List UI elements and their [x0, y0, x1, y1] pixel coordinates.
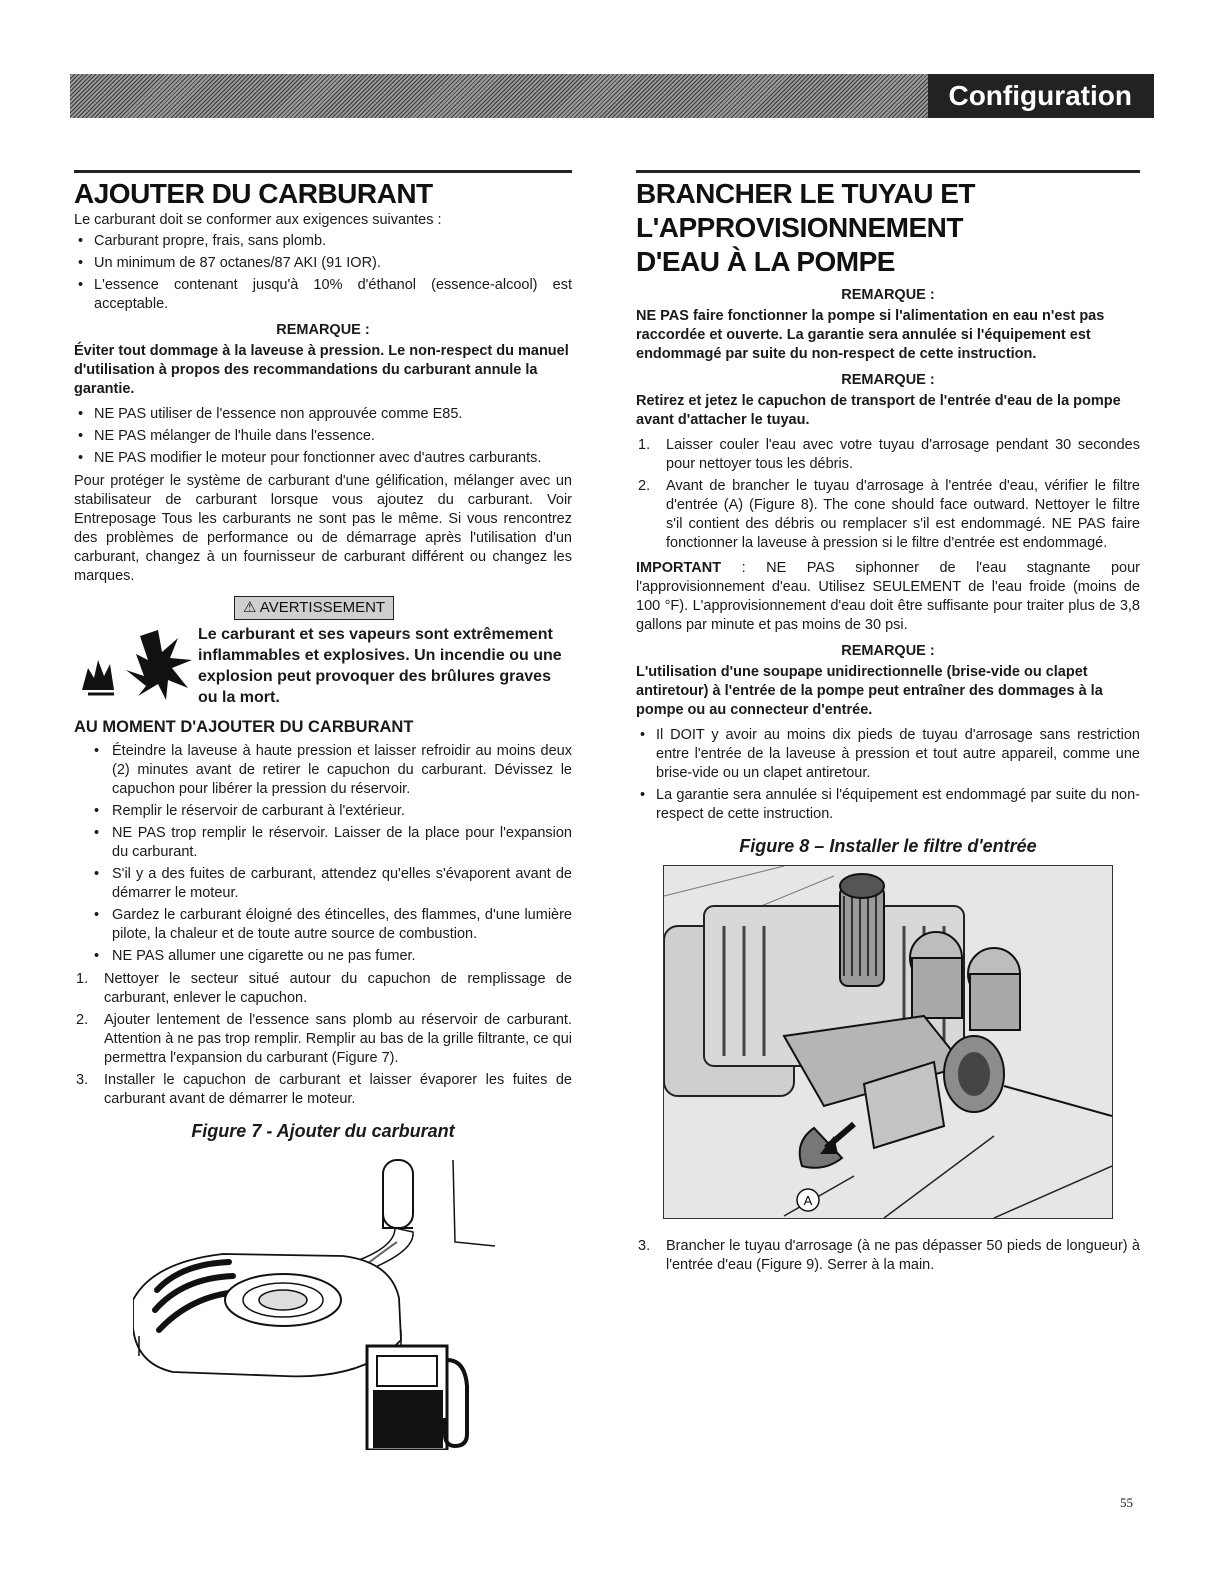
figure-8-caption: Figure 8 – Installer le filtre d'entrée: [739, 836, 1037, 856]
note-text: NE PAS faire fonctionner la pompe si l'alimentation en eau n'est pas raccordée et ouverte. La garantie sera annulée si l'équipement est endommagé par suite du non-respect de cette instruction.: [636, 308, 1105, 362]
fuel-paragraph: Pour protéger le système de carburant d'une gélification, mélanger avec un stabilisateur de carburant lorsque vous ajoutez du carburant. Voir Entreposage Tous les carburants ne sont pas le même. Si vous rencontrez des problèmes de performance ou de démarrage après l'utilisation d'un carburant, changez à un fournisseur de carburant différent ou changez les marques.: [74, 473, 572, 584]
section-title: Configuration: [928, 74, 1154, 118]
list-item: • L'essence contenant jusqu'à 10% d'éthanol (essence-alcool) est acceptable.: [74, 276, 572, 314]
warning-label: AVERTISSEMENT: [259, 599, 386, 616]
hose-title-line-1: BRANCHER LE TUYAU ET L'APPROVISIONNEMENT: [636, 178, 975, 243]
note-heading: REMARQUE :: [276, 322, 370, 338]
hose-title-line-2: D'EAU À LA POMPE: [636, 246, 895, 277]
note-heading: REMARQUE :: [841, 643, 935, 659]
warning-triangle-icon: ⚠: [243, 599, 257, 616]
step-item: 1. Laisser couler l'eau avec votre tuyau d'arrosage pendant 30 secondes pour nettoyer tous les débris.: [638, 437, 1140, 472]
fire-explosion-icon: [74, 624, 198, 704]
subsection-title: AU MOMENT D'AJOUTER DU CARBURANT: [74, 718, 414, 736]
step-item: 3. Brancher le tuyau d'arrosage (à ne pas dépasser 50 pieds de longueur) à l'entrée d'eau (Figure 9). Serrer à la main.: [638, 1238, 1140, 1273]
list-item: • Carburant propre, frais, sans plomb.: [74, 232, 572, 251]
note-text: Éviter tout dommage à la laveuse à pression. Le non-respect du manuel d'utilisation à propos des recommandations du carburant annule la garantie.: [74, 343, 569, 397]
inlet-filter-illustration: [663, 865, 1113, 1219]
list-item: • NE PAS utiliser de l'essence non approuvée comme E85.: [74, 405, 572, 424]
refuel-precautions: [74, 742, 572, 966]
warning-text: Le carburant et ses vapeurs sont extrêmement inflammables et explosives. Un incendie ou une explosion peut provoquer des brûlures graves ou la mort.: [198, 626, 562, 706]
list-item: • S'il y a des fuites de carburant, attendez qu'elles s'évaporent avant de démarrer le moteur.: [74, 865, 572, 903]
step-item: 1. Nettoyer le secteur situé autour du capuchon de remplissage de carburant, enlever le capuchon.: [76, 971, 572, 1006]
header-bar: [70, 74, 1154, 118]
list-item: • Remplir le réservoir de carburant à l'extérieur.: [74, 802, 572, 821]
hose-bullets: [636, 726, 1140, 824]
note-text: Retirez et jetez le capuchon de transport de l'entrée d'eau de la pompe avant d'attacher le tuyau.: [636, 393, 1121, 428]
refuel-illustration: [133, 1150, 513, 1450]
hose-steps: [636, 436, 1140, 553]
step-item: 3. Installer le capuchon de carburant et laisser évaporer les fuites de carburant avant de démarrer le moteur.: [76, 1072, 572, 1107]
list-item: • Éteindre la laveuse à haute pression et laisser refroidir au moins deux (2) minutes avant de retirer le capuchon du carburant. Dévissez le capuchon pour libérer la pression du réservoir.: [74, 742, 572, 799]
figure-callout-a: A: [803, 1193, 813, 1208]
list-item: • Il DOIT y avoir au moins dix pieds de tuyau d'arrosage sans restriction entre l'entrée de la laveuse à pression et tout autre appareil, comme une brise-vide ou un clapet antiretour.: [636, 726, 1140, 783]
left-column: [74, 170, 572, 1450]
list-item: • Un minimum de 87 octanes/87 AKI (91 IOR).: [74, 254, 572, 273]
warning-block: [74, 624, 572, 708]
list-item: • NE PAS trop remplir le réservoir. Laisser de la place pour l'expansion du carburant.: [74, 824, 572, 862]
list-item: • Gardez le carburant éloigné des étincelles, des flammes, d'une lumière pilote, la chaleur et de toute autre source de combustion.: [74, 906, 572, 944]
page-number: 55: [1120, 1495, 1133, 1510]
list-item: • NE PAS modifier le moteur pour fonctionner avec d'autres carburants.: [74, 449, 572, 468]
hose-step-3: [636, 1237, 1140, 1275]
note-heading: REMARQUE :: [841, 372, 935, 388]
fuel-intro: Le carburant doit se conformer aux exigences suivantes :: [74, 212, 442, 228]
add-fuel-title: AJOUTER DU CARBURANT: [74, 178, 433, 209]
important-label: IMPORTANT: [636, 560, 722, 576]
fuel-requirements: [74, 232, 572, 314]
note-text: L'utilisation d'une soupape unidirectionnelle (brise-vide ou clapet antiretour) à l'entrée de la pompe peut entraîner des dommages à la pompe ou au connecteur d'entrée.: [636, 664, 1103, 718]
section-rule: [636, 170, 1140, 173]
section-rule: [74, 170, 572, 173]
warning-badge: [234, 596, 394, 620]
right-column: [636, 170, 1140, 1278]
important-paragraph: IMPORTANT : NE PAS siphonner de l'eau stagnante pour l'approvisionnement d'eau. Utilisez SEULEMENT de l'eau froide (moins de 100 °F). L'approvisionnement d'eau doit être suffisante pour traiter plus de 3,8 gallons par minute et pas moins de 30 psi.: [636, 560, 1140, 633]
step-item: 2. Avant de brancher le tuyau d'arrosage à l'entrée d'eau, vérifier le filtre d'entrée (A) (Figure 8). The cone should face outward. Nettoyer le filtre s'il contient des débris ou remplacer s'il est endommagé. NE PAS faire fonctionner la laveuse à pression si le filtre d'entrée est endommagé.: [638, 478, 1140, 551]
fuel-donts: [74, 405, 572, 468]
list-item: • NE PAS allumer une cigarette ou ne pas fumer.: [74, 947, 572, 966]
list-item: • La garantie sera annulée si l'équipement est endommagé par suite du non-respect de cette instruction.: [636, 786, 1140, 824]
step-item: 2. Ajouter lentement de l'essence sans plomb au réservoir de carburant. Attention à ne pas trop remplir. Remplir au bas de la grille filtrante, ce qui permettra l'expansion du carburant (Figure 7).: [76, 1012, 572, 1066]
fuel-steps: [74, 970, 572, 1109]
note-heading: REMARQUE :: [841, 287, 935, 303]
list-item: • NE PAS mélanger de l'huile dans l'essence.: [74, 427, 572, 446]
figure-7-caption: Figure 7 - Ajouter du carburant: [191, 1121, 455, 1141]
